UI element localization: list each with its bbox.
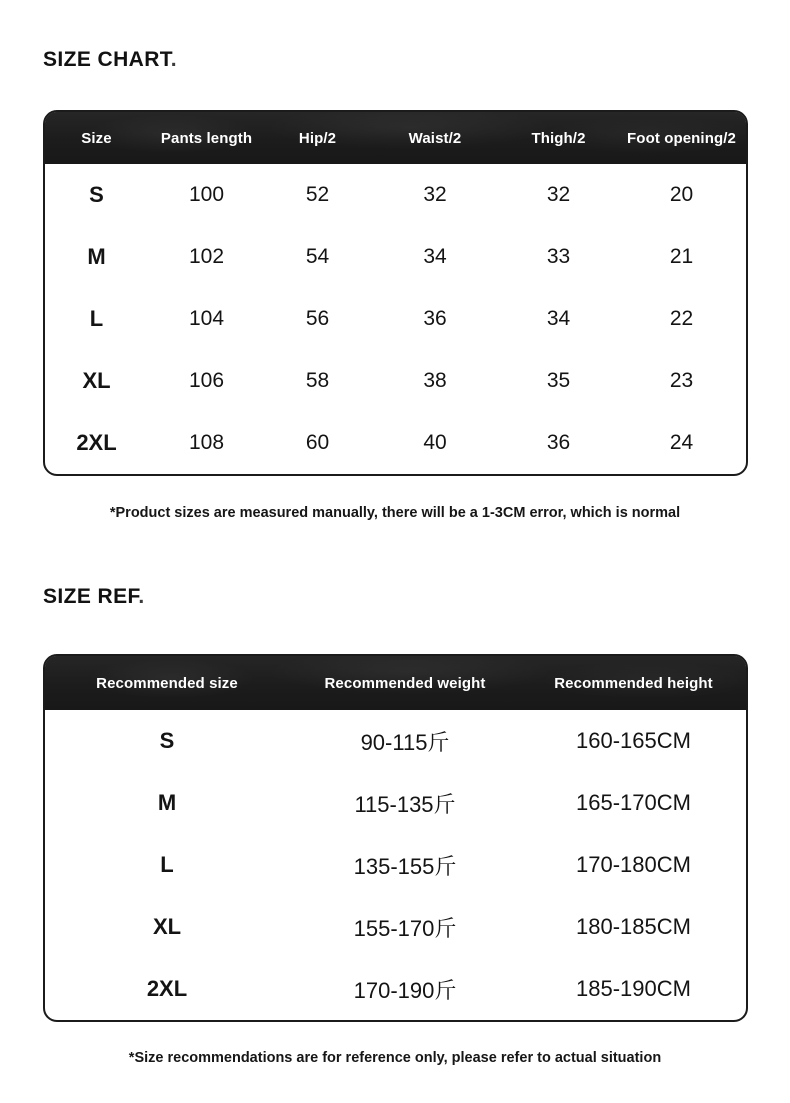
column-header-thigh: Thigh/2: [531, 129, 586, 147]
cell-recommended-size: XL: [152, 914, 182, 939]
column-header-pants-length: Pants length: [160, 129, 253, 147]
size-chart-footnote: *Product sizes are measured manually, there will be a 1-3CM error, which is normal: [109, 505, 681, 521]
cell-pants-length: 108: [188, 431, 225, 454]
table-row: [45, 710, 746, 772]
table-row: [45, 226, 746, 288]
cell-hip: 54: [305, 245, 330, 268]
cell-recommended-weight: 135-155斤: [353, 853, 457, 879]
size-ref-heading-dot: .: [138, 585, 145, 608]
cell-thigh: 34: [546, 307, 571, 330]
cell-recommended-size: M: [157, 790, 177, 815]
cell-waist: 40: [423, 431, 447, 454]
cell-foot-opening: 21: [669, 245, 694, 268]
cell-thigh: 36: [546, 431, 571, 454]
cell-recommended-weight: 170-190斤: [353, 977, 457, 1003]
cell-thigh: 32: [546, 183, 571, 206]
cell-hip: 60: [305, 431, 330, 454]
table-row: [45, 896, 746, 958]
size-chart-heading-dot: .: [170, 48, 177, 71]
column-header-waist: Waist/2: [408, 129, 462, 147]
column-header-recommended-height: Recommended height: [554, 674, 713, 692]
cell-foot-opening: 22: [669, 307, 694, 330]
table-row: [45, 164, 746, 226]
table-row: [45, 412, 746, 474]
cell-hip: 56: [305, 307, 330, 330]
cell-size: L: [89, 306, 104, 331]
table-row: [45, 772, 746, 834]
cell-hip: 52: [305, 183, 330, 206]
cell-size: M: [87, 244, 106, 269]
cell-waist: 38: [423, 369, 447, 392]
cell-size: 2XL: [76, 430, 117, 455]
cell-recommended-height: 170-180CM: [576, 852, 691, 877]
size-ref-footnote: *Size recommendations are for reference only, please refer to actual situation: [128, 1050, 662, 1066]
column-header-hip: Hip/2: [298, 129, 337, 147]
cell-waist: 36: [423, 307, 447, 330]
cell-recommended-height: 165-170CM: [576, 790, 691, 815]
table-row: [45, 350, 746, 412]
column-header-recommended-weight: Recommended weight: [324, 674, 486, 692]
column-header-foot-opening: Foot opening/2: [627, 129, 736, 147]
cell-thigh: 33: [546, 245, 571, 268]
column-header-recommended-size: Recommended size: [96, 674, 238, 692]
size-ref-heading-text: SIZE REF: [43, 585, 139, 608]
cell-recommended-height: 180-185CM: [576, 914, 691, 939]
cell-recommended-height: 160-165CM: [576, 728, 691, 753]
cell-pants-length: 104: [188, 307, 225, 330]
cell-size: XL: [82, 368, 111, 393]
size-chart-heading: [43, 48, 177, 72]
cell-recommended-size: 2XL: [146, 976, 188, 1001]
size-ref-header-row: [45, 656, 746, 710]
cell-pants-length: 102: [188, 245, 225, 268]
cell-hip: 58: [305, 369, 330, 392]
cell-size: S: [89, 182, 104, 207]
size-ref-table: [43, 654, 748, 1022]
cell-foot-opening: 20: [669, 183, 694, 206]
cell-thigh: 35: [546, 369, 571, 392]
cell-waist: 34: [423, 245, 447, 268]
cell-waist: 32: [423, 183, 447, 206]
cell-pants-length: 100: [188, 183, 225, 206]
cell-foot-opening: 23: [669, 369, 694, 392]
cell-recommended-size: S: [159, 728, 175, 753]
cell-recommended-weight: 155-170斤: [353, 915, 457, 941]
size-chart-header-row: [45, 112, 746, 164]
cell-recommended-height: 185-190CM: [576, 976, 691, 1001]
table-row: [45, 834, 746, 896]
cell-pants-length: 106: [188, 369, 225, 392]
size-chart-table: [43, 110, 748, 476]
table-row: [45, 288, 746, 350]
table-row: [45, 958, 746, 1020]
cell-foot-opening: 24: [669, 431, 694, 454]
cell-recommended-weight: 90-115斤: [360, 729, 450, 755]
cell-recommended-size: L: [160, 852, 174, 877]
column-header-size: Size: [81, 129, 112, 147]
size-ref-heading: [43, 585, 145, 609]
cell-recommended-weight: 115-135斤: [354, 791, 456, 817]
size-chart-heading-text: SIZE CHART: [43, 48, 171, 71]
